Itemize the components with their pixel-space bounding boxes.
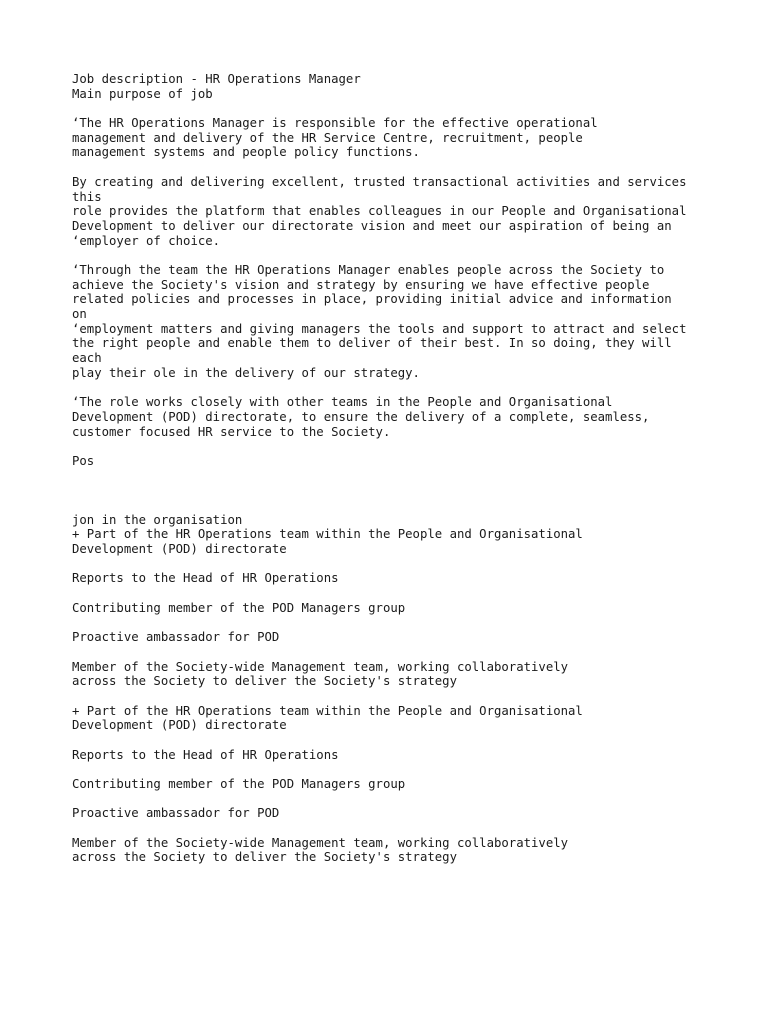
text-line: Member of the Society-wide Management team, working collaboratively [72, 835, 569, 850]
text-line: ‘employment matters and giving managers the tools and support to attract and select [72, 321, 687, 336]
text-line: each [72, 351, 102, 366]
text-line: Member of the Society-wide Management team, working collaboratively [72, 659, 569, 674]
text-line: management and delivery of the HR Service Centre, recruitment, people [72, 130, 583, 145]
position-item-7: Reports to the Head of HR Operations [72, 747, 339, 762]
text-line: ‘The role works closely with other teams in the People and Organisational [72, 395, 613, 410]
text-line: Development (POD) directorate, to ensure the delivery of a complete, seamless, [72, 409, 650, 424]
text-line: By creating and delivering excellent, trusted transactional activities and services [72, 174, 687, 189]
purpose-paragraph-2 [72, 175, 732, 248]
position-item-1 [72, 527, 732, 556]
text-line: across the Society to deliver the Society's strategy [72, 674, 457, 689]
text-line: across the Society to deliver the Society's strategy [72, 850, 457, 865]
text-line: + Part of the HR Operations team within the People and Organisational [72, 527, 583, 542]
text-line: related policies and processes in place, providing initial advice and information [72, 292, 672, 307]
position-item-8: Contributing member of the POD Managers group [72, 777, 406, 792]
text-line: ‘The HR Operations Manager is responsible for the effective operational [72, 116, 598, 131]
position-item-3: Contributing member of the POD Managers group [72, 600, 406, 615]
text-line: this [72, 189, 102, 204]
position-item-9: Proactive ambassador for POD [72, 806, 280, 821]
text-line: customer focused HR service to the Society. [72, 424, 391, 439]
position-item-5 [72, 660, 732, 689]
section-heading-position-end: jon in the organisation [72, 512, 243, 527]
text-line: Development (POD) directorate [72, 542, 287, 557]
text-line: management systems and people policy functions. [72, 145, 420, 160]
position-item-6 [72, 704, 732, 733]
section-heading-main-purpose: Main purpose of job [72, 86, 213, 101]
text-line: role provides the platform that enables colleagues in our People and Organisational [72, 204, 687, 219]
text-line: achieve the Society's vision and strategy by ensuring we have effective people [72, 277, 650, 292]
text-line: the right people and enable them to deliver of their best. In so doing, they will [72, 336, 672, 351]
text-line: Development to deliver our directorate vision and meet our aspiration of being an [72, 218, 672, 233]
document-page [72, 72, 732, 865]
text-line: ‘Through the team the HR Operations Manager enables people across the Society to [72, 262, 665, 277]
text-line: ‘employer of choice. [72, 233, 221, 248]
section-heading-position-start: Pos [72, 453, 95, 468]
position-item-4: Proactive ambassador for POD [72, 630, 280, 645]
purpose-paragraph-1 [72, 116, 732, 160]
text-line: play their ole in the delivery of our strategy. [72, 365, 420, 380]
purpose-paragraph-3 [72, 263, 732, 381]
document-title: Job description - HR Operations Manager [72, 72, 361, 86]
purpose-paragraph-4 [72, 395, 732, 439]
text-line: + Part of the HR Operations team within the People and Organisational [72, 703, 583, 718]
text-line: on [72, 307, 87, 321]
position-item-2: Reports to the Head of HR Operations [72, 571, 339, 586]
text-line: Development (POD) directorate [72, 718, 287, 733]
position-item-10 [72, 836, 732, 865]
